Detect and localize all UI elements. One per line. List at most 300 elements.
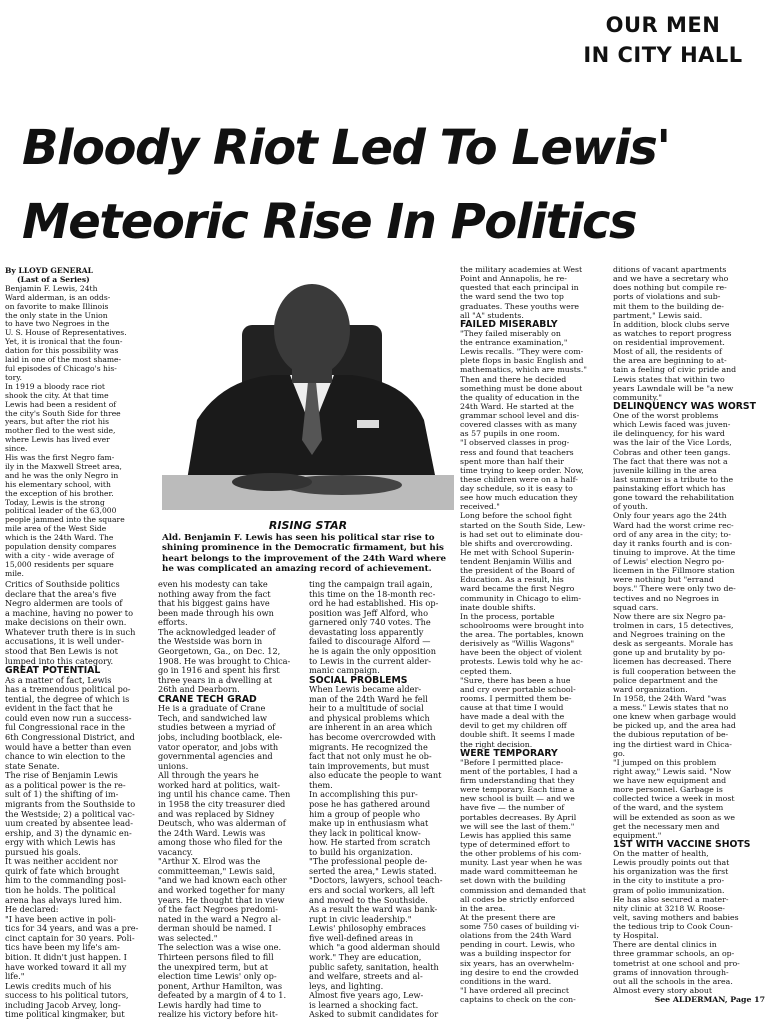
text-line: life." xyxy=(5,972,25,982)
text-line: "I have ordered all precinct xyxy=(460,985,569,995)
text-line: the 24th Ward. Lewis was xyxy=(158,828,266,838)
text-line: years. He thought that in view xyxy=(158,895,285,905)
text-line: ty Hospital. xyxy=(613,931,659,941)
text-line: Critics of Southside politics xyxy=(5,580,120,589)
text-line: right away," Lewis said. "Now xyxy=(613,766,732,776)
text-line: devil to get my children off xyxy=(460,721,567,731)
headline-line-1: Bloody Riot Led To Lewis' xyxy=(22,120,670,176)
text-line: the right decision. xyxy=(460,739,533,749)
text-line: On the matter of health, xyxy=(613,849,709,858)
text-line: sult of 1) the shifting of im- xyxy=(5,790,119,800)
text-line: U. S. House of Representatives. xyxy=(5,329,127,338)
text-line: the military academies at West xyxy=(460,265,583,274)
text-line: olations from the 24th Ward xyxy=(460,931,572,941)
text-line: of the ward, and the system xyxy=(613,803,724,813)
text-line: When Lewis became alder- xyxy=(309,685,422,695)
text-line: the unexpired term, but at xyxy=(158,962,269,972)
text-line: the exception of his brother. xyxy=(5,489,114,498)
text-line: "Doctors, lawyers, school teach- xyxy=(309,876,443,886)
text-line: they lack in political know- xyxy=(309,828,421,838)
text-line: mile. xyxy=(5,569,24,578)
text-line: is had set out to eliminate dou- xyxy=(460,529,583,539)
text-line: failed to discourage Alford — xyxy=(309,637,431,647)
text-line: "They failed miserably on xyxy=(460,328,561,338)
continued-jump-line: See ALDERMAN, Page 17 xyxy=(654,995,765,1004)
text-line: Lewis hardly had time to xyxy=(158,1000,262,1010)
text-line: type of determined effort to xyxy=(460,839,570,849)
subhead: WERE TEMPORARY xyxy=(460,748,558,758)
text-line: Asked to submit candidates for xyxy=(309,1010,439,1020)
text-line: ditions of vacant apartments xyxy=(613,265,727,274)
text-line: migrants. He recognized the xyxy=(309,742,428,752)
text-line: As a result the ward was bank- xyxy=(309,905,438,915)
text-line: nity clinic at 3218 W. Roose- xyxy=(613,903,725,913)
text-line: the city's South Side for three xyxy=(5,409,121,418)
text-line: ful Congressional race in the xyxy=(5,723,126,733)
text-line: day it ranks fourth and is con- xyxy=(613,538,733,548)
subhead: GREAT POTENTIAL xyxy=(5,666,101,676)
text-line: gram of polio immunization. xyxy=(613,885,725,895)
text-line: community in Chicago to elim- xyxy=(460,593,581,603)
text-line: in the area. xyxy=(460,903,506,913)
text-line: Long before the school fight xyxy=(460,511,572,521)
text-line: the area are beginning to at- xyxy=(613,356,727,366)
text-line: In 1958, the 24th Ward "was xyxy=(613,693,727,703)
text-line: the president of the Board of xyxy=(460,566,575,576)
text-line: Almost five years ago, Lew- xyxy=(309,991,424,1001)
text-line: we have new equipment and xyxy=(613,776,727,785)
text-line: all "A" students. xyxy=(460,310,524,320)
text-line: Ward had the worst crime rec- xyxy=(613,520,734,530)
text-line: him to the commanding posi- xyxy=(5,876,127,886)
text-line: "Sure, there has been a hue xyxy=(460,675,571,685)
text-line: Lewis had been a resident of xyxy=(5,400,117,409)
text-line: The rise of Benjamin Lewis xyxy=(5,771,118,781)
text-line: tectives and no Negroes in xyxy=(613,593,720,603)
text-line: the Westside was born in xyxy=(158,637,263,647)
text-line: a mess." Lewis states that no xyxy=(613,703,729,712)
text-line: nated in the ward a Negro al- xyxy=(158,914,281,924)
text-line: a machine, having no power to xyxy=(5,608,134,618)
text-line: 1908. He was brought to Chica- xyxy=(158,656,291,666)
text-line: Lewis' philosophy embraces xyxy=(309,924,426,934)
text-line: All through the years he xyxy=(158,771,259,781)
text-line: shook the city. At that time xyxy=(5,391,109,400)
text-line: tain a feeling of civic pride and xyxy=(613,365,737,375)
text-line: to have two Negroes in the xyxy=(5,320,110,329)
text-line: "I observed classes in prog- xyxy=(460,438,570,448)
text-line: something must be done about xyxy=(460,383,583,393)
text-line: mit them to the building de- xyxy=(613,301,724,311)
text-line: chance to win election to the xyxy=(5,752,126,762)
text-line: tential, the degree of which is xyxy=(5,694,130,704)
photo-caption-title: RISING STAR xyxy=(268,519,348,532)
text-line: could even now run a success- xyxy=(5,713,132,723)
text-line: portables decreases. By April xyxy=(460,812,577,822)
caption-line: Ald. Benjamin F. Lewis has seen his political star rise to xyxy=(162,533,435,543)
text-line: the quality of education in the xyxy=(460,392,580,402)
text-line: how. He started from scratch xyxy=(309,838,431,848)
text-line: state Senate. xyxy=(5,761,60,771)
text-line: uum created by absentee lead- xyxy=(5,819,133,829)
text-line: Lewis credits much of his xyxy=(5,981,112,991)
text-line: time political kingmaker, but xyxy=(5,1010,125,1020)
text-line: laid in one of the most shame- xyxy=(5,356,122,365)
text-line: Only four years ago the 24th xyxy=(613,511,727,521)
text-line: Whatever truth there is in such xyxy=(5,627,136,637)
text-line: on residential improvement. xyxy=(613,338,725,347)
text-line: vator operator, and jobs with xyxy=(158,742,279,752)
text-line: and moved to the Southside. xyxy=(309,895,428,905)
text-line: squad cars. xyxy=(613,602,659,612)
text-line: set down with the building xyxy=(460,876,566,886)
text-line: declare that the area's five xyxy=(5,589,117,599)
text-line: gone up and brutality by po- xyxy=(613,648,726,658)
text-line: ing desire to end the crowded xyxy=(460,967,579,977)
text-line: cepted them. xyxy=(460,666,512,676)
text-line: have been the object of violent xyxy=(460,648,582,658)
text-line: have worked toward it all my xyxy=(5,962,127,972)
text-line: Education. As a result, his xyxy=(460,575,564,585)
text-line: three grammar schools, an op- xyxy=(613,949,735,959)
text-line: man of the 24th Ward he fell xyxy=(309,694,428,704)
text-line: three years in a dwelling at xyxy=(158,675,273,685)
text-line: among those who filed for the xyxy=(158,838,283,848)
text-line: velt, saving mothers and babies xyxy=(613,912,739,922)
text-line: Today, Lewis is the strong xyxy=(5,498,105,507)
text-line: which "a good alderman should xyxy=(309,943,441,953)
text-line: 24th Ward. He started at the xyxy=(460,401,574,411)
text-line: cause at that time I would xyxy=(460,703,564,712)
text-line: grams of innovation through- xyxy=(613,967,729,977)
text-line: desk as sergeants. Morale has xyxy=(613,639,733,649)
text-line: have five — the number of xyxy=(460,803,565,813)
text-line: as 57 pupils in one room. xyxy=(460,429,560,439)
text-line: heir to a multitude of social xyxy=(309,704,424,714)
text-line: It was neither accident nor xyxy=(5,857,118,867)
text-line: rupt in civic leadership." xyxy=(309,914,412,924)
text-line: position was Jeff Alford, who xyxy=(309,608,429,618)
text-line: Tech, and sandwiched law xyxy=(158,713,268,723)
text-line: last summer is a tribute to the xyxy=(613,474,734,484)
subhead: SOCIAL PROBLEMS xyxy=(309,675,408,686)
text-line: and Negroes training on the xyxy=(613,630,726,639)
text-line: pursued his goals. xyxy=(5,847,81,857)
text-line: has a tremendous political po- xyxy=(5,685,131,695)
text-line: protests. Lewis told why he ac- xyxy=(460,657,583,667)
text-line: "I jumped on this problem xyxy=(613,757,717,767)
subhead: FAILED MISERABLY xyxy=(460,319,558,329)
text-line: was selected." xyxy=(158,933,218,943)
text-line: governmental agencies and xyxy=(158,752,273,762)
text-line: Cobras and other teen gangs. xyxy=(613,447,731,457)
text-line: were nothing but "errand xyxy=(613,575,714,585)
text-line: ergy with which Lewis has xyxy=(5,838,116,848)
text-line: His was the first Negro fam- xyxy=(5,454,115,463)
text-line: received." xyxy=(460,502,500,512)
text-line: including Jacob Arvey, long- xyxy=(5,1000,121,1010)
text-line: in the city to institute a pro- xyxy=(613,876,725,886)
text-line: ful episodes of Chicago's his- xyxy=(5,364,117,373)
text-line: boys." There were only two de- xyxy=(613,584,736,594)
article-column-2 xyxy=(5,580,155,1020)
text-line: him a group of people who xyxy=(309,809,421,819)
text-line: day schedule, so it is easy to xyxy=(460,484,573,493)
text-line: them. xyxy=(309,780,333,790)
text-line: Ward alderman, is an odds- xyxy=(5,293,111,302)
text-line: ily in the Maxwell Street area, xyxy=(5,462,122,471)
text-line: quirk of fate which brought xyxy=(5,866,120,876)
text-line: the only state in the Union xyxy=(5,311,108,320)
text-line: has become overcrowded with xyxy=(309,733,436,742)
text-line: firm understanding that they xyxy=(460,776,575,785)
text-line: tion he holds. The political xyxy=(5,886,116,895)
text-line: "Arthur X. Elrod was the xyxy=(158,857,261,867)
text-line: been made through his own xyxy=(158,608,274,618)
text-line: derman should be named. I xyxy=(158,924,272,934)
text-line: derisively as "Willis Wagons" xyxy=(460,639,575,649)
text-line: would have a better than even xyxy=(5,742,132,752)
text-line: tics for 34 years, and was a pre- xyxy=(5,924,139,934)
text-line: At the present there are xyxy=(460,912,556,922)
text-line: mother fled to the west side, xyxy=(5,427,116,436)
text-line: Now there are six Negro pa- xyxy=(613,611,726,621)
text-line: He is a graduate of Crane xyxy=(158,704,266,714)
text-line: is full cooperation between the xyxy=(613,666,736,676)
text-line: and welfare, streets and al- xyxy=(309,972,423,982)
text-line: vacancy. xyxy=(158,847,193,857)
text-line: unions. xyxy=(158,761,189,771)
text-line: tinuing to improve. At the time xyxy=(613,547,736,557)
text-line: Lewis recalls. "They were com- xyxy=(460,347,584,357)
text-line: all codes be strictly enforced xyxy=(460,894,575,904)
text-line: years Lawndale will be "a new xyxy=(613,383,734,393)
text-line: out all the schools in the area. xyxy=(613,976,733,986)
text-line: ting the campaign trail again, xyxy=(309,580,433,589)
text-line: ress and found that teachers xyxy=(460,447,574,457)
text-line: we will see the last of them." xyxy=(460,821,575,831)
text-line: devastating loss apparently xyxy=(309,627,424,637)
text-line: with a city - wide average of xyxy=(5,552,114,560)
text-line: that his biggest gains have xyxy=(158,599,270,609)
text-line: of youth. xyxy=(613,502,648,512)
text-line: ing until his chance came. Then xyxy=(158,790,291,800)
text-line: plete flops in basic English and xyxy=(460,356,584,366)
text-line: new school is built — and we xyxy=(460,794,575,804)
text-line: conditions in the ward. xyxy=(460,976,552,986)
section-kicker xyxy=(568,10,758,70)
article-column-4 xyxy=(309,580,457,1020)
text-line: the area. The portables, known xyxy=(460,630,584,639)
text-line: garnered only 740 votes. The xyxy=(309,618,431,628)
text-line: pose he has gathered around xyxy=(309,799,431,809)
text-line: 6th Congressional District, and xyxy=(5,733,135,742)
text-line: the tedious trip to Cook Coun- xyxy=(613,922,733,931)
text-line: He declared: xyxy=(5,905,59,915)
text-line: as a political power is the re- xyxy=(5,780,126,790)
subhead: DELINQUENCY WAS WORST xyxy=(613,401,756,411)
caption-line: shining prominence in the Democratic firmament, but his xyxy=(162,543,444,554)
text-line: see how much education they xyxy=(460,493,578,503)
text-line: is learned a shocking fact. xyxy=(309,1000,419,1010)
text-line: Then and there he decided xyxy=(460,374,567,384)
text-line: the other problems of his com- xyxy=(460,849,582,858)
text-line: started on the South Side, Lew- xyxy=(460,520,586,530)
text-line: was the lair of the Vice Lords, xyxy=(613,438,732,448)
text-line: nothing away from the fact xyxy=(158,589,271,599)
text-line: "I have been active in poli- xyxy=(5,914,116,924)
text-line: of Lewis' election Negro po- xyxy=(613,557,725,566)
text-line: Negro aldermen are tools of xyxy=(5,599,123,609)
text-line: which is the 24th Ward. The xyxy=(5,534,114,543)
text-line: tain improvements, but must xyxy=(309,761,430,771)
text-line: 15,000 residents per square xyxy=(5,560,114,569)
text-line: as watches to report progress xyxy=(613,328,732,338)
text-line: this time on the 18-month rec- xyxy=(309,589,436,599)
text-line: "The professional people de- xyxy=(309,857,428,867)
text-line: defeated by a margin of 4 to 1. xyxy=(158,991,287,1001)
headline-line-2: Meteoric Rise In Politics xyxy=(22,194,637,250)
text-line: be picked up, and the area had xyxy=(613,721,736,731)
text-line: tory. xyxy=(5,373,22,382)
text-line: leys, and lighting. xyxy=(309,981,384,991)
text-line: even his modesty can take xyxy=(158,580,268,589)
subhead: CRANE TECH GRAD xyxy=(158,694,257,705)
text-line: munity. Last year when he was xyxy=(460,858,582,868)
text-line: work." They are education, xyxy=(309,952,422,962)
text-line: graduates. These youths were xyxy=(460,301,580,311)
text-line: and worked together for many xyxy=(158,886,285,895)
text-line: which Lewis faced was juven- xyxy=(613,420,731,430)
text-line: Lewis proudly points out that xyxy=(613,858,730,868)
text-line: cinct captain for 30 years. Poli- xyxy=(5,933,135,943)
text-line: Georgetown, Ga., on Dec. 12, xyxy=(158,646,281,656)
kicker-line-1: OUR MEN xyxy=(605,13,721,37)
text-line: schoolrooms were brought into xyxy=(460,620,584,630)
text-line: One of the worst problems xyxy=(613,411,719,420)
text-line: efforts. xyxy=(158,618,188,628)
text-line: time trying to keep order. Now, xyxy=(460,465,584,475)
text-line: dation for this possibility was xyxy=(5,347,119,356)
series-note: (Last of a Series) xyxy=(17,275,90,284)
text-line: and cry over portable school- xyxy=(460,684,576,694)
text-line: The acknowledged leader of xyxy=(158,627,276,637)
text-line: ment of the portables, I had a xyxy=(460,766,578,776)
text-line: Most of all, the residents of xyxy=(613,347,722,357)
text-line: ble shifts and overcrowding. xyxy=(460,538,573,548)
text-line: committeeman," Lewis said, xyxy=(158,866,276,876)
portrait-photo xyxy=(162,270,454,510)
text-line: commission and demanded that xyxy=(460,885,586,895)
text-line: these children were on a half- xyxy=(460,474,578,484)
text-line: the ward send the two top xyxy=(460,292,564,302)
text-line: mathematics, which are musts." xyxy=(460,365,587,375)
text-line: political leader of the 63,000 xyxy=(5,507,117,516)
text-line: ership, and 3) the dynamic en- xyxy=(5,828,132,838)
kicker-line-2: IN CITY HALL xyxy=(583,43,743,67)
text-line: one knew when garbage would xyxy=(613,712,737,722)
text-line: As a matter of fact, Lewis xyxy=(5,675,112,685)
text-line: Lewis has applied this same xyxy=(460,830,572,840)
text-line: collected twice a week in most xyxy=(613,794,735,804)
text-line: are inherent in an area which xyxy=(309,723,433,733)
text-line: stood that Ben Lewis is not xyxy=(5,646,118,656)
text-line: He met with School Superin- xyxy=(460,547,575,557)
text-line: more personnel. Garbage is xyxy=(613,785,723,795)
text-line: have made a deal with the xyxy=(460,712,565,722)
text-line: where Lewis has lived ever xyxy=(5,436,110,445)
text-line: was a building inspector for xyxy=(460,949,571,959)
text-line: evident in the fact that he xyxy=(5,704,113,714)
caption-line: heart belongs to the improvement of the 24th Ward where xyxy=(162,553,447,564)
text-line: public safety, sanitation, health xyxy=(309,962,439,972)
text-line: equipment." xyxy=(613,830,662,840)
text-line: covered classes with as many xyxy=(460,420,577,430)
text-line: police department and the xyxy=(613,675,718,685)
text-line: years, but after the riot his xyxy=(5,418,109,427)
article-column-1 xyxy=(5,267,155,579)
text-line: partment," Lewis said. xyxy=(613,310,703,320)
text-line: Point and Annapolis, he re- xyxy=(460,274,567,284)
text-line: and was replaced by Sidney xyxy=(158,809,275,819)
byline: By LLOYD GENERAL xyxy=(5,267,93,275)
text-line: worked hard at politics, wait- xyxy=(158,780,281,790)
text-line: "and we had known each other xyxy=(158,876,287,886)
text-line: In 1919 a bloody race riot xyxy=(5,382,105,391)
text-line: success to his political tutors, xyxy=(5,991,129,1001)
text-line: studies between a myriad of xyxy=(158,723,276,733)
text-line: in 1958 the city treasurer died xyxy=(158,799,286,809)
text-line: ward organization. xyxy=(613,684,688,694)
text-line: were temporary. Each time a xyxy=(460,785,575,795)
text-line: 26th and Dearborn. xyxy=(158,685,240,695)
text-line: ponent, Arthur Hamilton, was xyxy=(158,981,283,991)
text-line: accusations, it is well under- xyxy=(5,637,124,647)
text-line: ord he had established. His op- xyxy=(309,599,439,609)
text-line: also educate the people to want xyxy=(309,771,442,781)
text-line: make decisions on their own. xyxy=(5,618,127,628)
text-line: some 750 cases of building vi- xyxy=(460,922,580,931)
article-column-6 xyxy=(613,265,765,1020)
text-line: to Lewis in the current alder- xyxy=(309,656,432,666)
text-line: and we have a secretary who xyxy=(613,274,729,284)
text-line: double shift. It seems I made xyxy=(460,730,575,740)
text-line: gone toward the rehabilitation xyxy=(613,493,735,503)
article-column-3 xyxy=(158,580,306,1020)
text-line: lumped into this category. xyxy=(5,656,114,666)
text-line: six years, has an overwhelm- xyxy=(460,958,575,968)
text-line: does nothing but compile re- xyxy=(613,283,727,293)
text-line: five well-defined areas in xyxy=(309,933,414,943)
text-line: In accomplishing this pur- xyxy=(309,790,418,800)
text-line: the Westside; 2) a political vac- xyxy=(5,809,135,819)
text-line: tics have been my life's am- xyxy=(5,943,120,953)
text-line: community." xyxy=(613,392,662,402)
text-line: ord of any area in the city; to- xyxy=(613,529,731,539)
text-line: trolmen in cars, 15 detectives, xyxy=(613,620,734,630)
text-line: serted the area," Lewis stated. xyxy=(309,866,437,876)
caption-line: he was complicated an amazing record of achievement. xyxy=(162,563,432,574)
text-line: rooms. I permitted them be- xyxy=(460,693,572,703)
text-line: In the process, portable xyxy=(460,611,555,621)
text-line: the dubious reputation of be- xyxy=(613,730,729,740)
text-line: jobs, including bootblack, ele- xyxy=(158,733,283,742)
text-line: Thirteen persons filed to fill xyxy=(158,952,274,962)
text-line: to build his organization. xyxy=(309,847,413,857)
photo-caption xyxy=(162,533,454,574)
text-line: juvenile killing in the area xyxy=(613,465,717,475)
text-line: the entrance examination," xyxy=(460,338,568,347)
